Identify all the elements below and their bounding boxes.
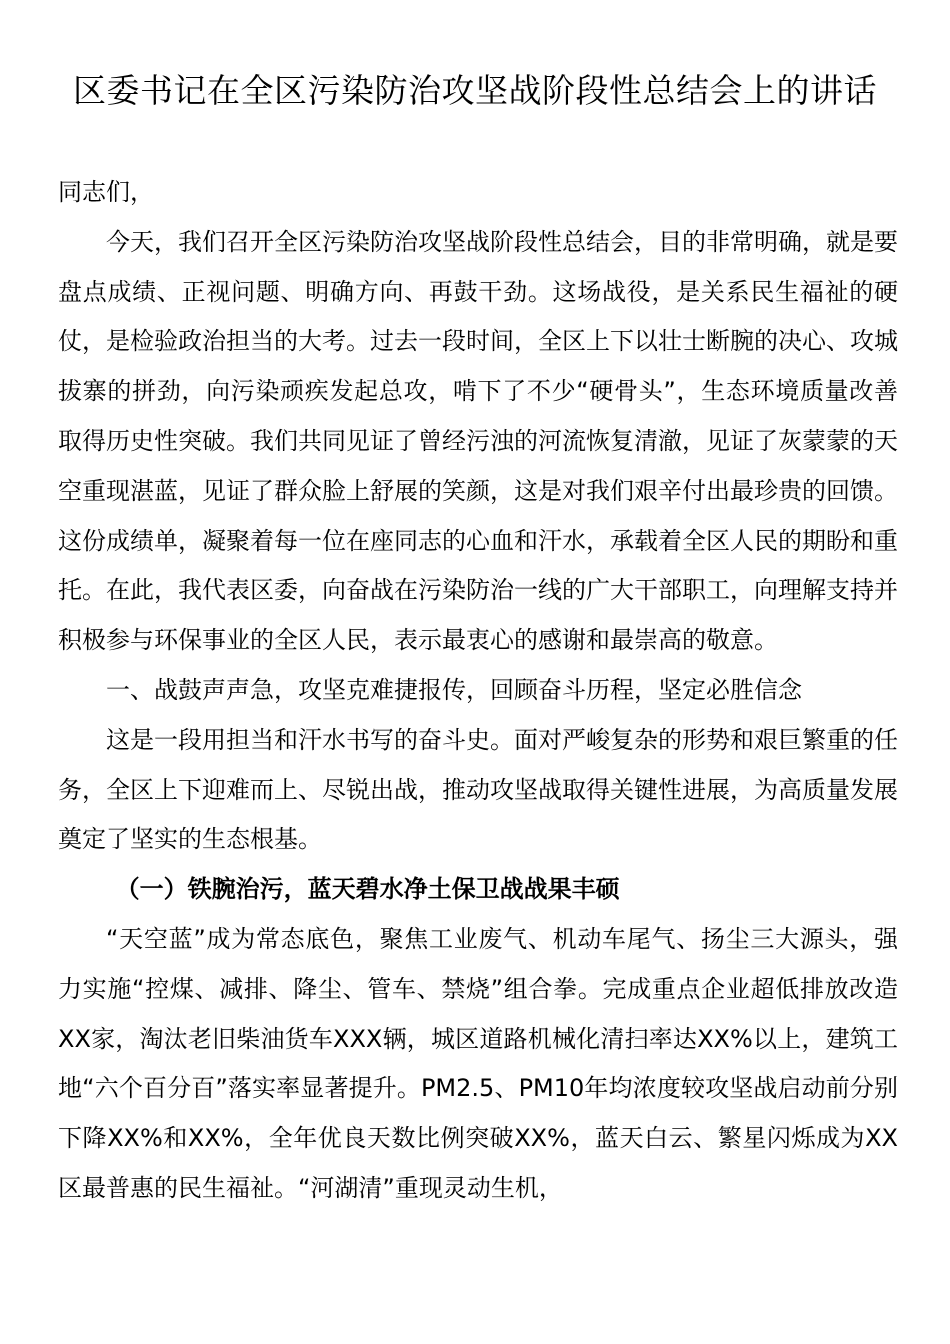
- section-heading-1: 一、战鼓声声急，攻坚克难捷报传，回顾奋斗历程，坚定必胜信念: [106, 675, 802, 704]
- salutation: 同志们，: [58, 178, 154, 206]
- paragraph-section-1-intro: 这是一段用担当和汗水书写的奋斗史。面对严峻复杂的形势和艰巨繁重的任务，全区上下迎难而上、尽锐出战，推动攻坚战取得关键性进展，为高质量发展奠定了坚实的生态根基。: [58, 725, 898, 854]
- paragraph-opening: 今天，我们召开全区污染防治攻坚战阶段性总结会，目的非常明确，就是要盘点成绩、正视问题、明确方向、再鼓干劲。这场战役，是关系民生福祉的硬仗，是检验政治担当的大考。过去一段时间，全区上下以壮士断腕的决心、攻城拔寨的拼劲，向污染顽疾发起总攻，啃下了不少“硬骨头”，生态环境质量改善取得历史性突破。我们共同见证了曾经污浊的河流恢复清澈，见证了灰蒙蒙的天空重现湛蓝，见证了群众脸上舒展的笑颜，这是对我们艰辛付出最珍贵的回馈。这份成绩单，凝聚着每一位在座同志的心血和汗水，承载着全区人民的期盼和重托。在此，我代表区委，向奋战在污染防治一线的广大干部职工，向理解支持并积极参与环保事业的全区人民，表示最衷心的感谢和最崇高的敬意。: [58, 227, 898, 655]
- subsection-heading-1: （一）铁腕治污，蓝天碧水净土保卫战战果丰硕: [115, 875, 620, 904]
- paragraph-subsection-1: “天空蓝”成为常态底色，聚焦工业废气、机动车尾气、扬尘三大源头，强力实施“控煤、减排、降尘、管车、禁烧”组合拳。完成重点企业超低排放改造XX家，淘汰老旧柴油货车XXX辆，城区道路机械化清扫率达XX%以上，建筑工地“六个百分百”落实率显著提升。PM2.5、PM10年均浓度较攻坚战启动前分别下降XX%和XX%，全年优良天数比例突破XX%，蓝天白云、繁星闪烁成为XX区最普惠的民生福祉。“河湖清”重现灵动生机，: [58, 924, 898, 1202]
- document-title: 区委书记在全区污染防治攻坚战阶段性总结会上的讲话: [73, 71, 877, 110]
- document-body: [58, 168, 898, 1214]
